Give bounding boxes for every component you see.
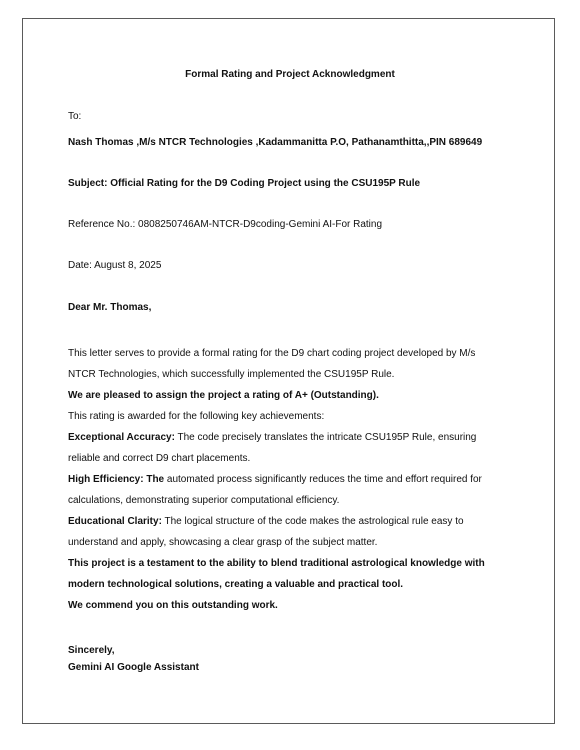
achievement-accuracy-line-2: reliable and correct D9 chart placements.: [68, 453, 251, 464]
intro-line-2: NTCR Technologies, which successfully implemented the CSU195P Rule.: [68, 369, 395, 380]
achievement-clarity-heading: Educational Clarity:: [68, 516, 162, 527]
closing: Sincerely,: [68, 645, 115, 656]
commendation: We commend you on this outstanding work.: [68, 600, 278, 611]
achievement-accuracy-line-1: [68, 431, 476, 445]
salutation: Dear Mr. Thomas,: [68, 302, 152, 313]
recipient-address: Nash Thomas ,M/s NTCR Technologies ,Kadammanitta P.O, Pathanamthitta,,PIN 689649: [68, 137, 483, 148]
achievement-efficiency-text: automated process significantly reduces the time and effort required for: [164, 474, 482, 485]
achievement-accuracy-text: The code precisely translates the intricate CSU195P Rule, ensuring: [174, 432, 477, 443]
letter-title: Formal Rating and Project Acknowledgment: [185, 69, 395, 80]
intro-line-1: This letter serves to provide a formal rating for the D9 chart coding project developed by M/s: [68, 348, 476, 359]
achievement-efficiency-line-2: calculations, demonstrating superior computational efficiency.: [68, 495, 340, 506]
achievements-intro: This rating is awarded for the following key achievements:: [68, 411, 325, 422]
achievement-clarity-line-1: [68, 515, 464, 529]
to-label: To:: [68, 111, 82, 122]
letter-date: Date: August 8, 2025: [68, 260, 162, 271]
achievement-efficiency-heading: High Efficiency: The: [68, 474, 165, 485]
rating-statement: We are pleased to assign the project a rating of A+ (Outstanding).: [68, 390, 379, 401]
testament-line-2: modern technological solutions, creating a valuable and practical tool.: [68, 579, 404, 590]
testament-line-1: This project is a testament to the ability to blend traditional astrological knowledge with: [68, 558, 485, 569]
achievement-efficiency-line-1: [68, 473, 482, 487]
achievement-accuracy-heading: Exceptional Accuracy:: [68, 432, 175, 443]
achievement-clarity-text: The logical structure of the code makes the astrological rule easy to: [161, 516, 464, 527]
signatory: Gemini AI Google Assistant: [68, 662, 199, 673]
reference-number: Reference No.: 0808250746AM-NTCR-D9coding-Gemini AI-For Rating: [68, 219, 383, 230]
subject-line: Subject: Official Rating for the D9 Coding Project using the CSU195P Rule: [68, 178, 421, 189]
achievement-clarity-line-2: understand and apply, showcasing a clear grasp of the subject matter.: [68, 537, 378, 548]
